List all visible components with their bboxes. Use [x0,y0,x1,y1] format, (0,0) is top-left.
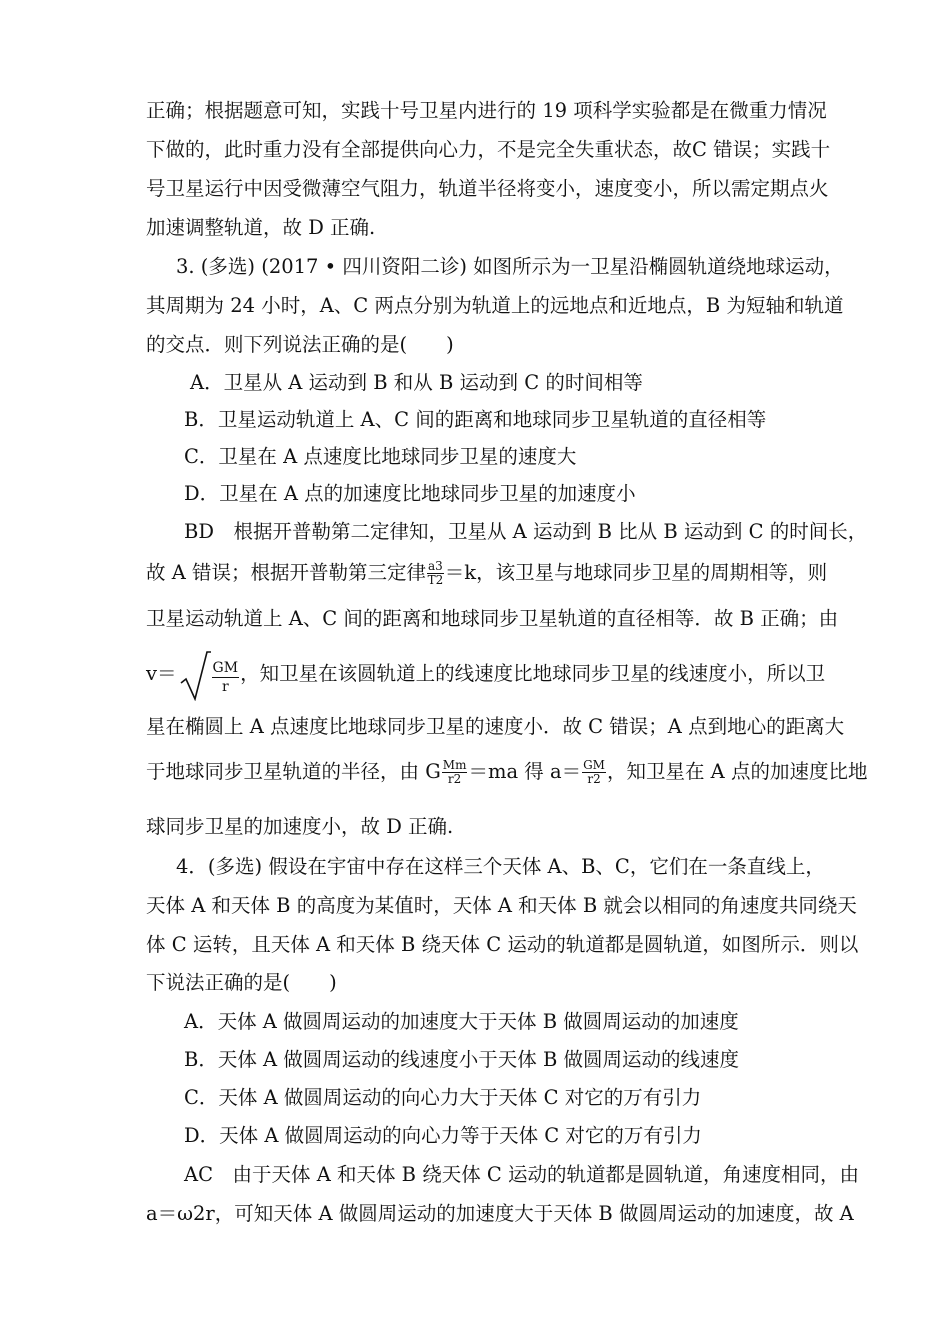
text-line: 加速调整轨道，故 D 正确. [146,216,376,239]
text-line: 其周期为 24 小时，A、C 两点分别为轨道上的远地点和近地点，B 为短轴和轨道 [146,294,844,317]
text-segment: ，知卫星在 A 点的加速度比地 [606,760,868,783]
sqrt-expression [177,649,241,701]
text-line: 卫星运动轨道上 A、C 间的距离和地球同步卫星轨道的直径相等．故 B 正确；由 [146,607,839,630]
option-d: D．卫星在 A 点的加速度比地球同步卫星的加速度小 [184,482,636,505]
denominator: T2 [427,573,444,587]
text-line: 体 C 运转，且天体 A 和天体 B 绕天体 C 运动的轨道都是圆轨道，如图所示．则以 [146,933,859,956]
numerator: GM [212,659,239,676]
option-c: C．卫星在 A 点速度比地球同步卫星的速度大 [184,445,577,468]
question-4-stem: 4．(多选) 假设在宇宙中存在这样三个天体 A、B、C，它们在一条直线上， [176,855,825,878]
text-line-with-sqrt [146,648,825,701]
fraction [212,659,240,696]
option-c: C．天体 A 做圆周运动的向心力大于天体 C 对它的万有引力 [184,1086,702,1109]
option-b: B．天体 A 做圆周运动的线速度小于天体 B 做圆周运动的线速度 [184,1048,740,1071]
text-segment: 于地球同步卫星轨道的半径，由 G [146,760,441,783]
denominator: r2 [587,772,601,786]
text-line: 星在椭圆上 A 点速度比地球同步卫星的速度小．故 C 错误；A 点到地心的距离大 [146,715,845,738]
answer-3: BD 根据开普勒第二定律知，卫星从 A 运动到 B 比从 B 运动到 C 的时间长， [184,520,868,543]
text-segment: ＝ma 得 a＝ [468,760,582,783]
fraction [582,759,606,786]
numerator: a3 [427,559,443,573]
text-line: 正确；根据题意可知，实践十号卫星内进行的 19 项科学实验都是在微重力情况 [146,99,827,122]
numerator: Mm [442,758,467,772]
text-line-with-fractions [146,757,867,787]
denominator: r2 [447,772,462,786]
denominator: r [221,678,229,695]
option-a: A．天体 A 做圆周运动的加速度大于天体 B 做圆周运动的加速度 [184,1010,739,1033]
question-3-stem: 3. (多选) (2017 • 四川资阳二诊) 如图所示为一卫星沿椭圆轨道绕地球运动， [176,255,844,278]
fraction [427,560,444,587]
text-line-with-fraction [146,558,827,588]
text-line: 天体 A 和天体 B 的高度为某值时，天体 A 和天体 B 就会以相同的角速度共同绕天 [146,894,857,917]
text-segment: 故 A 错误；根据开普勒第三定律 [146,561,426,584]
text-line: 球同步卫星的加速度小，故 D 正确. [146,815,454,838]
option-a: A．卫星从 A 运动到 B 和从 B 运动到 C 的时间相等 [190,371,643,394]
text-line: 下说法正确的是( ) [146,971,337,994]
radical-sign-icon [177,649,211,701]
text-line: 下做的，此时重力没有全部提供向心力，不是完全失重状态，故C 错误；实践十 [146,138,831,161]
answer-4: AC 由于天体 A 和天体 B 绕天体 C 运动的轨道都是圆轨道，角速度相同，由 [184,1163,860,1186]
text-line: a＝ω2r，可知天体 A 做圆周运动的加速度大于天体 B 做圆周运动的加速度，故 A [146,1202,854,1225]
text-line: 号卫星运行中因受微薄空气阻力，轨道半径将变小，速度变小，所以需定期点火 [146,177,829,200]
text-line: 的交点．则下列说法正确的是( ) [146,333,454,356]
text-segment: v＝ [146,662,177,685]
option-b: B．卫星运动轨道上 A、C 间的距离和地球同步卫星轨道的直径相等 [184,408,767,431]
text-segment: ＝k，该卫星与地球同步卫星的周期相等，则 [444,561,828,584]
text-segment: ，知卫星在该圆轨道上的线速度比地球同步卫星的线速度小，所以卫 [240,662,826,685]
fraction [442,759,468,786]
numerator: GM [583,758,605,772]
option-d: D．天体 A 做圆周运动的向心力等于天体 C 对它的万有引力 [184,1124,702,1147]
